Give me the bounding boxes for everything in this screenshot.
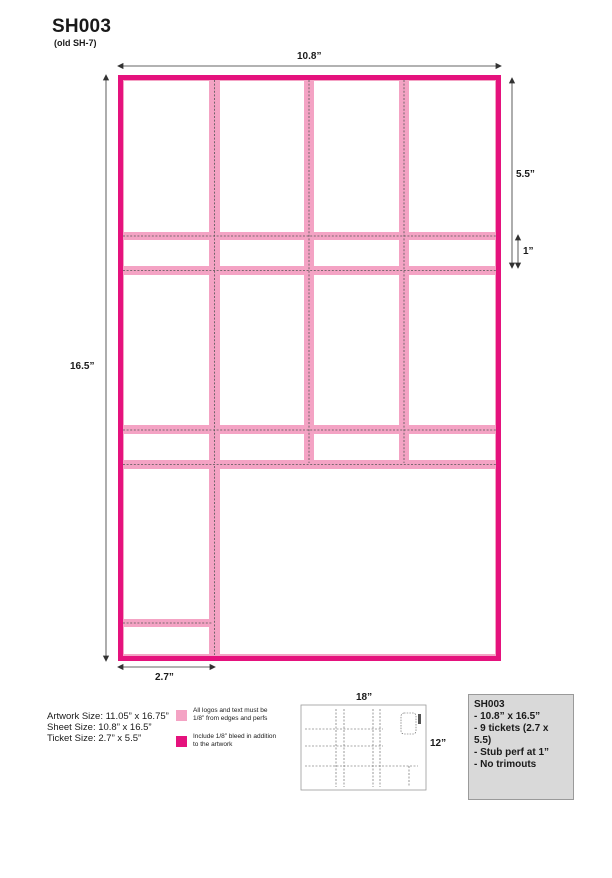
info-line: - 10.8” x 16.5”: [474, 711, 541, 722]
bleed-legend: [193, 733, 276, 749]
stub-cell: [314, 240, 399, 266]
ticket-cell: [220, 81, 304, 232]
press-sheet-width-label: 18”: [356, 692, 373, 703]
bleed-legend-line1: Include 1/8” bleed in addition: [193, 733, 277, 740]
ticket-cell: [124, 469, 209, 619]
safe-area-swatch: [176, 710, 187, 721]
stub-cell: [124, 434, 209, 460]
stub-height-arrow: [516, 235, 521, 268]
info-title: SH003: [474, 699, 505, 710]
ticket-cell: [409, 275, 495, 425]
stub-cell: [124, 240, 209, 266]
ticket-width-label: 2.7”: [155, 672, 174, 683]
page-subtitle: (old SH-7): [54, 38, 97, 48]
page-title: SH003: [52, 16, 112, 37]
artwork-size: Artwork Size: 11.05” x 16.75”: [47, 711, 169, 722]
stub-cell: [220, 434, 304, 460]
safe-area-legend-line2: 1/8” from edges and perfs: [193, 715, 268, 722]
ticket-size: Ticket Size: 2.7” x 5.5”: [47, 733, 142, 744]
width-dimension-arrow: [118, 64, 501, 69]
bleed-legend-line2: to the artwork: [193, 741, 233, 748]
ticket-width-arrow: [118, 665, 215, 670]
ticket-cell: [220, 275, 304, 425]
press-sheet-thumbnail: [301, 705, 426, 790]
stub-cell: [409, 434, 495, 460]
width-label: 10.8”: [297, 51, 322, 62]
ticket-height-arrow: [510, 78, 515, 268]
bleed-swatch: [176, 736, 187, 747]
info-line: - Stub perf at 1”: [474, 747, 550, 758]
info-line: - 9 tickets (2.7 x 5.5): [474, 723, 549, 746]
safe-area-legend: [193, 707, 267, 723]
ticket-cell: [124, 81, 209, 232]
sheet-size: Sheet Size: 10.8” x 16.5”: [47, 722, 152, 733]
ticket-cell: [314, 81, 399, 232]
ticket-cell: [124, 275, 209, 425]
stub-cell: [220, 240, 304, 266]
ticket-height-label: 5.5”: [516, 169, 535, 180]
info-line: - No trimouts: [474, 759, 537, 770]
height-dimension-arrow: [104, 75, 109, 661]
safe-area-legend-line1: All logos and text must be: [193, 707, 268, 714]
ticket-cell: [409, 81, 495, 232]
info-box: [468, 694, 574, 800]
spec-list: [47, 711, 169, 744]
press-sheet-height-label: 12”: [430, 738, 447, 749]
stub-cell: [314, 434, 399, 460]
height-label: 16.5”: [70, 361, 95, 372]
stub-cell: [409, 240, 495, 266]
stub-height-label: 1”: [523, 246, 534, 257]
ticket-cell: [314, 275, 399, 425]
stub-cell: [124, 627, 209, 654]
sheet-layout: [118, 75, 501, 661]
blank-area: [220, 469, 495, 654]
